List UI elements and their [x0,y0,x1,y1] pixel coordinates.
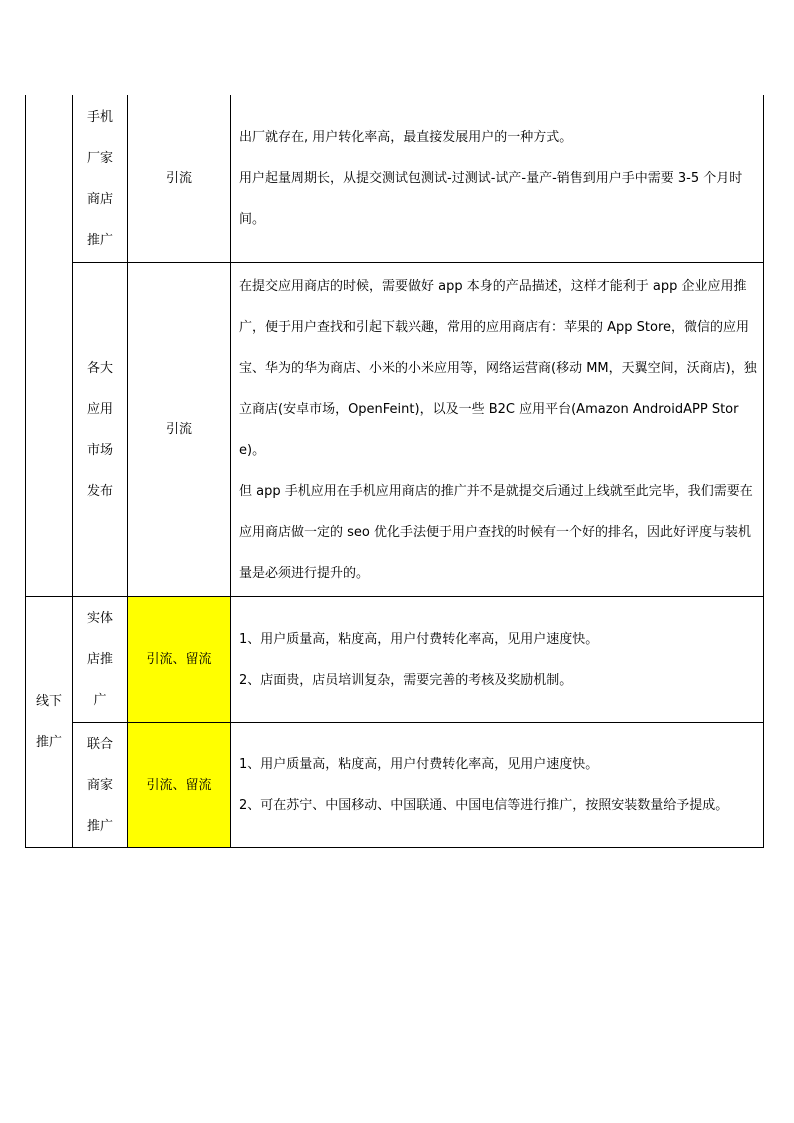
purpose-cell [128,95,231,263]
description-paragraph: 在提交应用商店的时候，需要做好 app 本身的产品描述，这样才能利于 app 企业应用推广，便于用户查找和引起下载兴趣，常用的应用商店有：苹果的 App Store，微信的应用宝、华为的华为商店、小米的小米应用等，网络运营商(移动 MM，天翼空间，沃商店)，独立商店(安卓市场，OpenFeint)，以及一些 B2C 应用平台(Amazon AndroidAPP Store)。 [239,278,757,458]
purpose-label: 引流、留流 [146,777,212,793]
description-paragraph: 用户起量周期长，从提交测试包测试-过测试-试产-量产-销售到用户手中需要 3-5 个月时间。 [239,171,743,227]
purpose-label: 引流 [165,422,192,437]
method-cell [73,95,128,263]
method-label: 联合商家推广 [86,736,113,834]
table-row [26,95,764,263]
description-paragraph: 2、店面贵，店员培训复杂，需要完善的考核及奖励机制。 [239,672,573,688]
promotion-table [25,95,764,848]
description-paragraph: 出厂就存在, 用户转化率高，最直接发展用户的一种方式。 [239,130,573,145]
method-label: 实体店推广 [86,611,113,708]
table-row [26,263,764,597]
table-row [26,597,764,723]
category-label: 线下推广 [35,694,62,750]
method-cell [73,597,128,723]
purpose-cell [128,723,231,848]
description-cell [231,263,764,597]
description-paragraph: 但 app 手机应用在手机应用商店的推广并不是就提交后通过上线就至此完毕，我们需要在应用商店做一定的 seo 优化手法便于用户查找的时候有一个好的排名，因此好评度与装机量是必须进行提升的。 [239,483,753,581]
description-paragraph: 1、用户质量高，粘度高，用户付费转化率高，见用户速度快。 [239,631,599,647]
purpose-cell [128,263,231,597]
category-cell-offline [26,597,73,848]
purpose-label: 引流 [165,171,192,186]
description-cell [231,95,764,263]
description-cell [231,723,764,848]
description-paragraph: 1、用户质量高，粘度高，用户付费转化率高，见用户速度快。 [239,757,599,772]
category-cell-online [26,95,73,597]
description-cell [231,597,764,723]
method-label: 手机厂家商店推广 [86,109,113,248]
method-cell [73,723,128,848]
description-paragraph: 2、可在苏宁、中国移动、中国联通、中国电信等进行推广，按照安装数量给予提成。 [239,798,729,813]
purpose-label: 引流、留流 [146,652,212,667]
purpose-cell [128,597,231,723]
table-row [26,723,764,848]
method-label: 各大应用市场发布 [86,360,113,499]
method-cell [73,263,128,597]
